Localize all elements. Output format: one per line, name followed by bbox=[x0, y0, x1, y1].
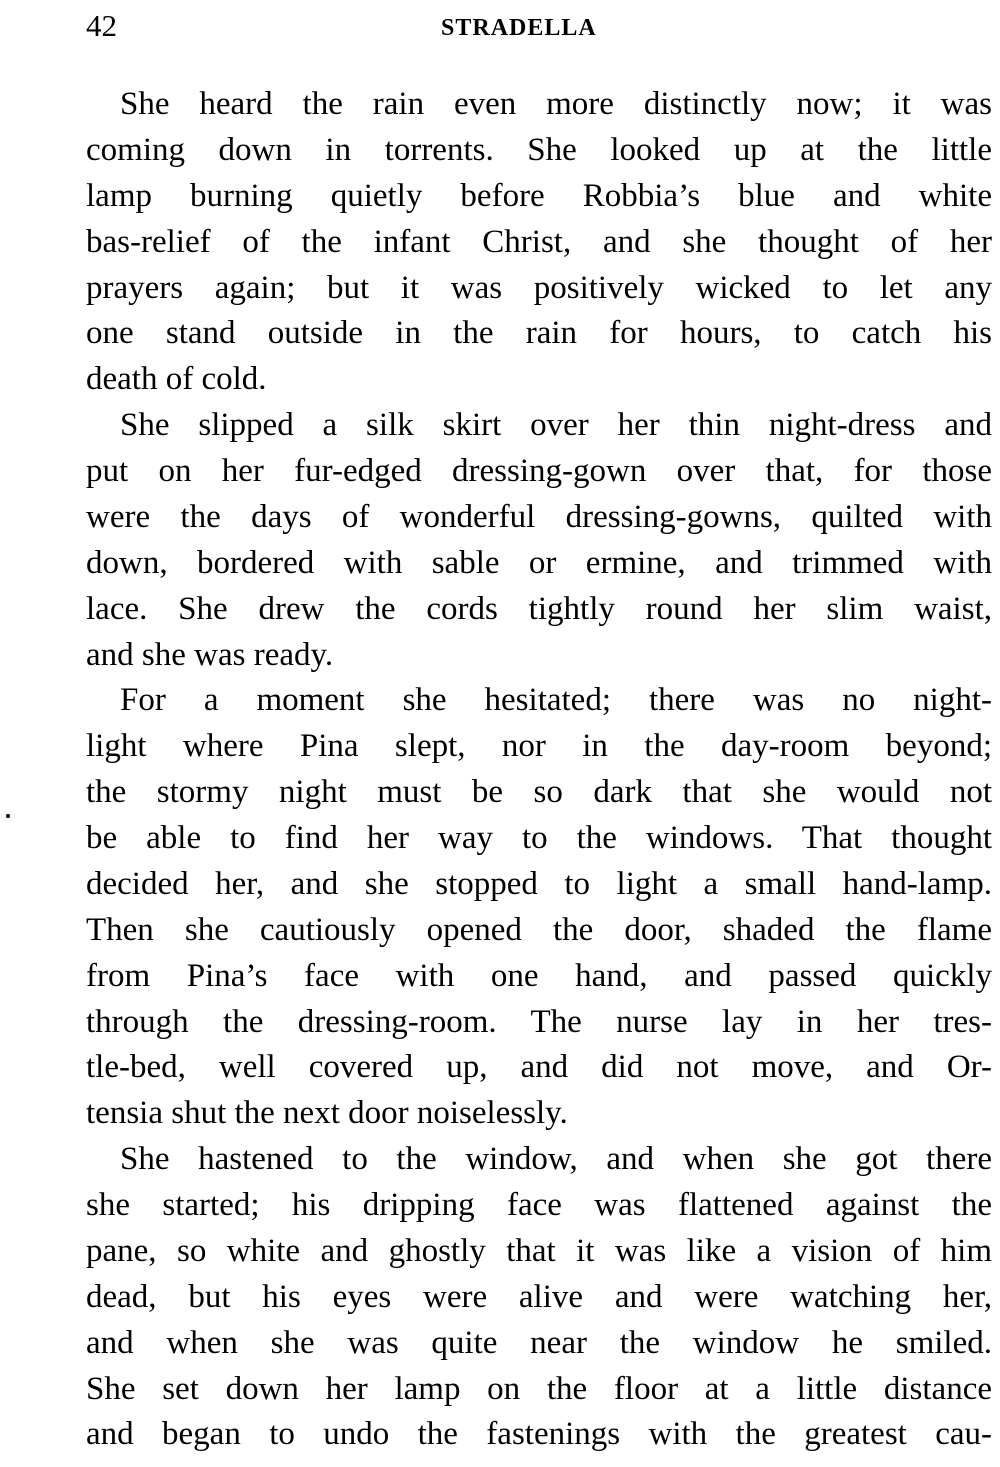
text-line: one stand outside in the rain for hours, to catch his bbox=[86, 315, 992, 352]
text-line: decided her, and she stopped to light a small hand-lamp. bbox=[86, 865, 992, 902]
text-line: put on her fur-edged dressing-gown over that, for those bbox=[86, 453, 992, 489]
text-line: and when she was quite near the window he smiled. bbox=[86, 1324, 992, 1361]
text-line: bas-relief of the infant Christ, and she thought of her bbox=[86, 223, 992, 260]
text-line: down, bordered with sable or ermine, and trimmed with bbox=[86, 544, 992, 581]
text-line: were the days of wonderful dressing-gowns, quilted with bbox=[86, 498, 992, 535]
text-line: be able to find her way to the windows. That thought bbox=[86, 820, 992, 856]
text-line: prayers again; but it was positively wicked to let any bbox=[86, 269, 992, 306]
text-line: She heard the rain even more distinctly now; it was bbox=[120, 86, 992, 122]
text-line: She hastened to the window, and when she got there bbox=[120, 1141, 992, 1178]
text-line: dead, but his eyes were alive and were watching her, bbox=[86, 1278, 992, 1315]
text-line: the stormy night must be so dark that she would not bbox=[86, 774, 992, 811]
text-line: For a moment she hesitated; there was no night- bbox=[120, 682, 992, 719]
text-line: light where Pina slept, nor in the day-room beyond; bbox=[86, 728, 992, 765]
text-line: lamp burning quietly before Robbia’s blue and white bbox=[86, 177, 992, 214]
page-number: 42 bbox=[86, 8, 117, 43]
stray-mark bbox=[6, 814, 10, 818]
body-text bbox=[86, 82, 992, 1458]
text-line: she started; his dripping face was flattened against the bbox=[86, 1187, 992, 1223]
text-line: pane, so white and ghostly that it was like a vision of him bbox=[86, 1232, 992, 1269]
text-line: lace. She drew the cords tightly round her slim waist, bbox=[86, 590, 992, 627]
text-line: through the dressing-room. The nurse lay in her tres- bbox=[86, 1003, 992, 1040]
text-line: and began to undo the fastenings with the greatest cau- bbox=[86, 1416, 992, 1453]
text-line: She slipped a silk skirt over her thin night-dress and bbox=[120, 407, 992, 444]
text-line: Then she cautiously opened the door, shaded the flame bbox=[86, 911, 992, 948]
text-line: tle-bed, well covered up, and did not move, and Or- bbox=[86, 1049, 992, 1086]
text-line: tensia shut the next door noiselessly. bbox=[86, 1095, 568, 1132]
page-header bbox=[86, 8, 992, 44]
text-line: She set down her lamp on the floor at a little distance bbox=[86, 1370, 992, 1407]
text-line: coming down in torrents. She looked up at the little bbox=[86, 131, 992, 168]
text-line: from Pina’s face with one hand, and passed quickly bbox=[86, 957, 992, 994]
running-head: STRADELLA bbox=[441, 15, 597, 41]
text-line: death of cold. bbox=[86, 361, 267, 398]
text-line: and she was ready. bbox=[86, 636, 334, 673]
